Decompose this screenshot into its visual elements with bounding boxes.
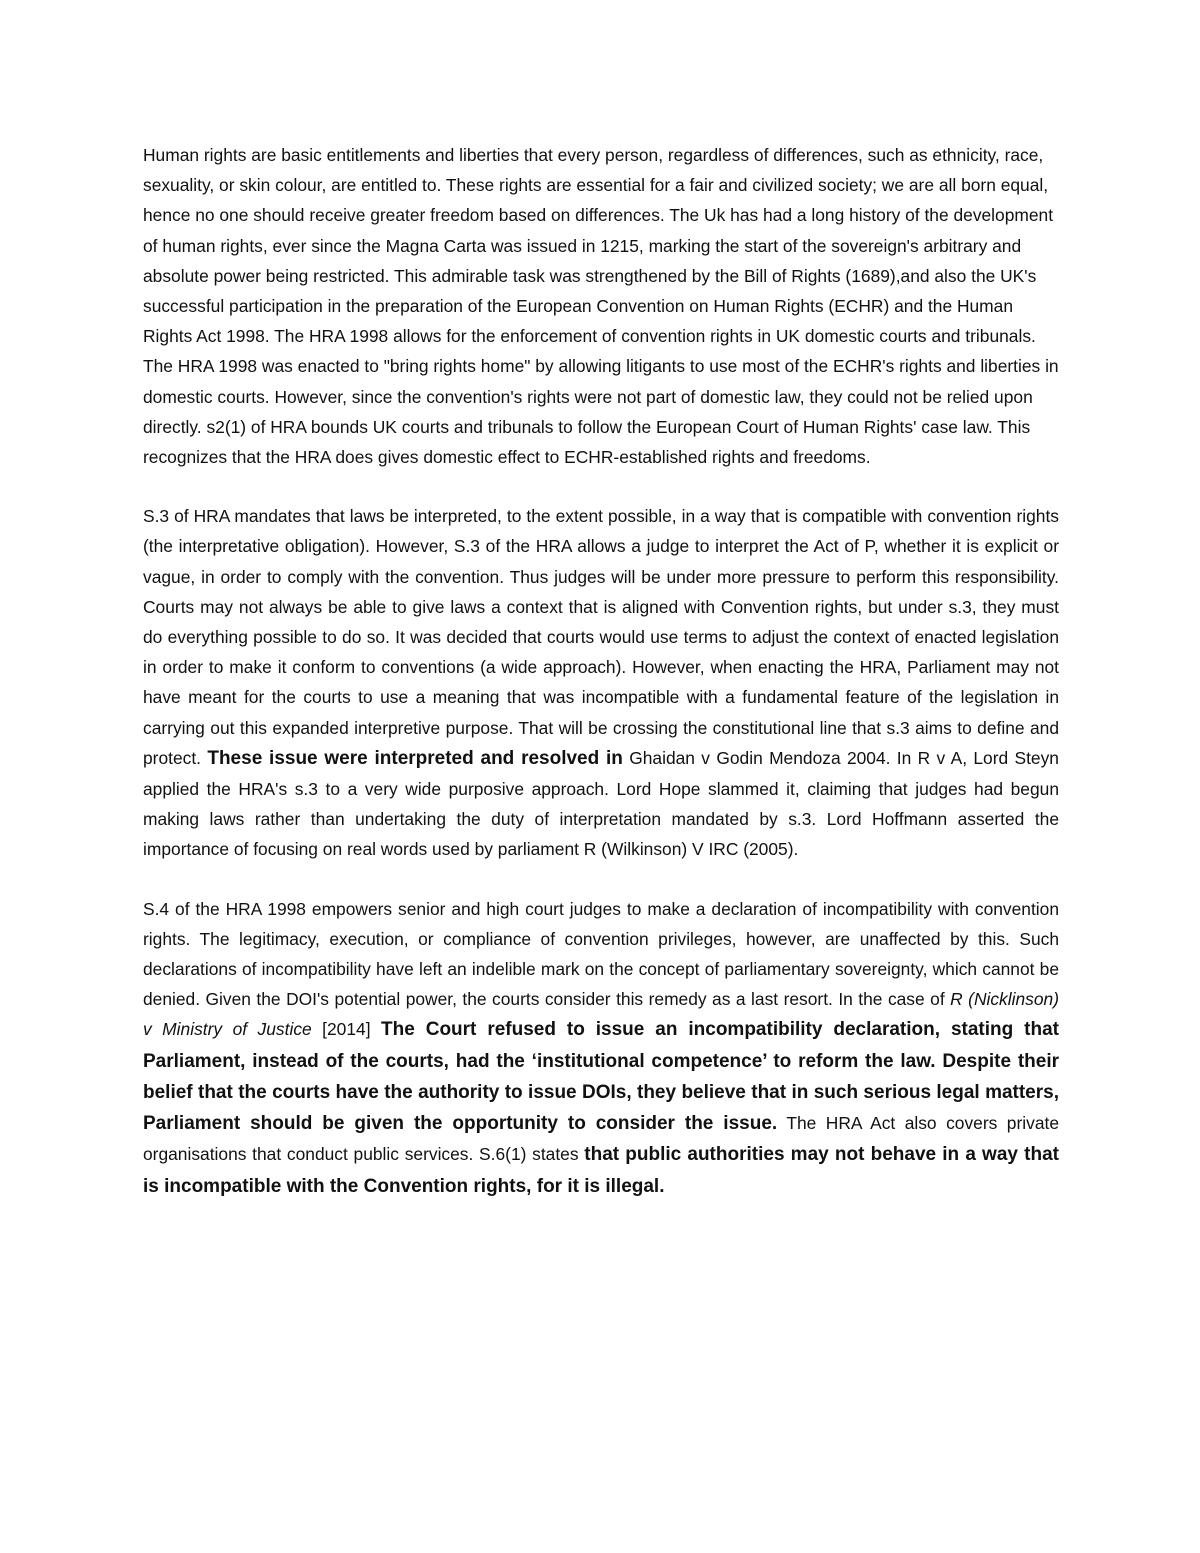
document-page [143,140,1059,1231]
paragraph-3-emphasis-a: The Court refused to issue an incompatibility declaration, stating that Parliament, instead of the courts, had the ‘institutional competence’ to reform the law. Despite their belief that the courts have the authority to issue DOIs, they believe that in such serious legal matters, Parliament should be given the opportunity to consider the issue. [143,1019,1059,1135]
paragraph-1-text: Human rights are basic entitlements and liberties that every person, regardless of differences, such as ethnicity, race, sexuality, or skin colour, are entitled to. These rights are essential for a fair and civilized society; we are all born equal, hence no one should receive greater freedom based on differences. The Uk has had a long history of the development of human rights, ever since the Magna Carta was issued in 1215, marking the start of the sovereign's arbitrary and absolute power being restricted. This admirable task was strengthened by the Bill of Rights (1689),and also the UK's successful participation in the preparation of the European Convention on Human Rights (ECHR) and the Human Rights Act 1998. The HRA 1998 allows for the enforcement of convention rights in UK domestic courts and tribunals. The HRA 1998 was enacted to "bring rights home" by allowing litigants to use most of the ECHR's rights and liberties in domestic courts. However, since the convention's rights were not part of domestic law, they could not be relied upon directly. s2(1) of HRA bounds UK courts and tribunals to follow the European Court of Human Rights' case law. This recognizes that the HRA does gives domestic effect to ECHR-established rights and freedoms. [143,145,1059,468]
paragraph-3-text-b: The HRA Act also covers private organisations that conduct public services. S.6(1) states [143,1113,1060,1165]
paragraph-3 [143,894,1059,1202]
paragraph-2-text-a: S.3 of HRA mandates that laws be interpreted, to the extent possible, in a way that is compatible with convention rights (the interpretative obligation). However, S.3 of the HRA allows a judge to interpret the Act of P, whether it is explicit or vague, in order to comply with the convention. Thus judges will be under more pressure to perform this responsibility. Courts may not always be able to give laws a context that is aligned with Convention rights, but under s.3, they must do everything possible to do so. It was decided that courts would use terms to adjust the context of enacted legislation in order to make it conform to conventions (a wide approach). However, when enacting the HRA, Parliament may not have meant for the courts to use a meaning that was incompatible with a fundamental feature of the legislation in carrying out this expanded interpretive purpose. That will be crossing the constitutional line that s.3 aims to define and protect. [143,506,1059,768]
paragraph-1 [143,140,1059,472]
case-citation: R (Nicklinson) v Ministry of Justice [143,989,1059,1040]
paragraph-3-text-a: S.4 of the HRA 1998 empowers senior and high court judges to make a declaration of incompatibility with convention rights. The legitimacy, execution, or compliance of convention privileges, however, are unaffected by this. Such declarations of incompatibility have left an indelible mark on the concept of parliamentary sovereignty, which cannot be denied. Given the DOI's potential power, the courts consider this remedy as a last resort. In the case of [143,898,1059,1010]
paragraph-2-text-b: Ghaidan v Godin Mendoza 2004. In R v A, Lord Steyn applied the HRA's s.3 to a very wide purposive approach. Lord Hope slammed it, claiming that judges had begun making laws rather than undertaking the duty of interpretation mandated by s.3. Lord Hoffmann asserted the importance of focusing on real words used by parliament R (Wilkinson) V IRC (2005). [143,747,1059,860]
paragraph-3-emphasis-b: that public authorities may not behave in a way that is incompatible with the Convention rights, for it is illegal. [143,1144,1059,1197]
paragraph-2 [143,501,1059,864]
paragraph-3-year: [2014] [311,1019,382,1040]
paragraph-2-emphasis: These issue were interpreted and resolved in [207,747,623,769]
